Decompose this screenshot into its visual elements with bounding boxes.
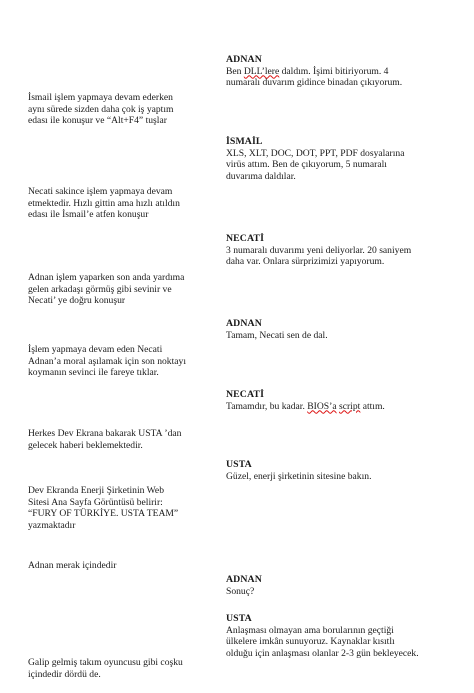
action-line: Galip gelmiş takım oyuncusu gibi coşku xyxy=(28,657,183,668)
action-block-7 xyxy=(28,560,218,572)
speaker-name: ADNAN xyxy=(226,574,262,585)
dialogue-line: duvarıma daldılar. xyxy=(226,170,296,182)
action-line: “FURY OF TÜRKİYE. USTA TEAM” xyxy=(28,508,179,520)
dialogue-block-1 xyxy=(226,54,464,89)
dialogue-line: Ben DLL’lere daldım. İşimi bitiriyorum. 4 xyxy=(226,65,389,77)
action-line: aynı sürede sizden daha çok iş yaptım xyxy=(28,103,174,115)
action-line: Necati sakince işlem yapmaya devam xyxy=(28,186,173,197)
action-line: edası ile İsmail’e atfen konuşur xyxy=(28,209,149,221)
action-block-2 xyxy=(28,186,218,221)
action-block-6 xyxy=(28,485,218,531)
dialogue-block-3 xyxy=(226,233,464,268)
action-line: yazmaktadır xyxy=(28,519,76,531)
action-block-5 xyxy=(28,428,218,451)
dialogue-block-7 xyxy=(226,574,464,597)
dialogue-line: 3 numaralı duvarımı yeni deliyorlar. 20 saniyem xyxy=(226,244,412,256)
action-block-8 xyxy=(28,657,218,680)
dialogue-line: olduğu için anlaşması olanlar 2-3 gün bekleyecek. xyxy=(226,647,419,659)
dialogue-block-2 xyxy=(226,136,464,182)
action-block-1 xyxy=(28,92,218,127)
action-line: Adnan merak içindedir xyxy=(28,560,117,571)
speaker-name: NECATİ xyxy=(226,233,264,244)
action-block-3 xyxy=(28,272,218,307)
dialogue-block-8 xyxy=(226,613,464,659)
action-line: Herkes Dev Ekrana bakarak USTA ’dan xyxy=(28,428,182,439)
dialogue-line: Tamam, Necati sen de dal. xyxy=(226,329,328,341)
speaker-name: ADNAN xyxy=(226,318,262,329)
dialogue-line: Güzel, enerji şirketinin sitesine bakın. xyxy=(226,470,372,482)
action-line: gelen arkadaşı görmüş gibi sevinir ve xyxy=(28,283,172,295)
speaker-name: USTA xyxy=(226,459,252,470)
action-line: Adnan’a moral aşılamak için son noktayı xyxy=(28,355,186,367)
dialogue-line: Tamamdır, bu kadar. BIOS’a script attım. xyxy=(226,400,385,412)
action-line: gelecek haberi beklemektedir. xyxy=(28,439,143,451)
action-line: İsmail işlem yapmaya devam ederken xyxy=(28,92,173,103)
action-line: Dev Ekranda Enerji Şirketinin Web xyxy=(28,485,164,496)
action-line: Necati’ ye doğru konuşur xyxy=(28,295,126,307)
speaker-name: USTA xyxy=(226,613,252,624)
dialogue-line: virüs attım. Ben de çıkıyorum, 5 numaralı xyxy=(226,159,387,171)
action-line: edası ile konuşur ve “Alt+F4” tuşlar xyxy=(28,115,167,127)
action-line: Sitesi Ana Sayfa Görüntüsü belirir: xyxy=(28,496,163,508)
dialogue-line: Anlaşması olmayan ama borularının geçtiği xyxy=(226,624,394,636)
dialogue-block-6 xyxy=(226,459,464,482)
dialogue-line: numaralı duvarım gidince binadan çıkıyorum. xyxy=(226,77,403,89)
action-line: içindedir dördü de. xyxy=(28,668,101,680)
speaker-name: ADNAN xyxy=(226,54,262,65)
dialogue-line: XLS, XLT, DOC, DOT, PPT, PDF dosyalarına xyxy=(226,147,405,159)
action-line: Adnan işlem yaparken son anda yardıma xyxy=(28,272,185,283)
dialogue-block-4 xyxy=(226,318,464,341)
speaker-name: İSMAİL xyxy=(226,136,263,147)
action-line: İşlem yapmaya devam eden Necati xyxy=(28,344,163,355)
dialogue-line: daha var. Onlara sürprizimizi yapıyorum. xyxy=(226,256,385,268)
dialogue-block-5 xyxy=(226,389,464,412)
dialogue-line: ülkelere imkân sunuyoruz. Kaynaklar kısıtlı xyxy=(226,636,395,648)
speaker-name: NECATİ xyxy=(226,389,264,400)
action-line: koymanın sevinci ile fareye tıklar. xyxy=(28,367,159,379)
action-line: etmektedir. Hızlı gittin ama hızlı atıldın xyxy=(28,197,180,209)
action-block-4 xyxy=(28,344,218,379)
dialogue-line: Sonuç? xyxy=(226,585,255,597)
